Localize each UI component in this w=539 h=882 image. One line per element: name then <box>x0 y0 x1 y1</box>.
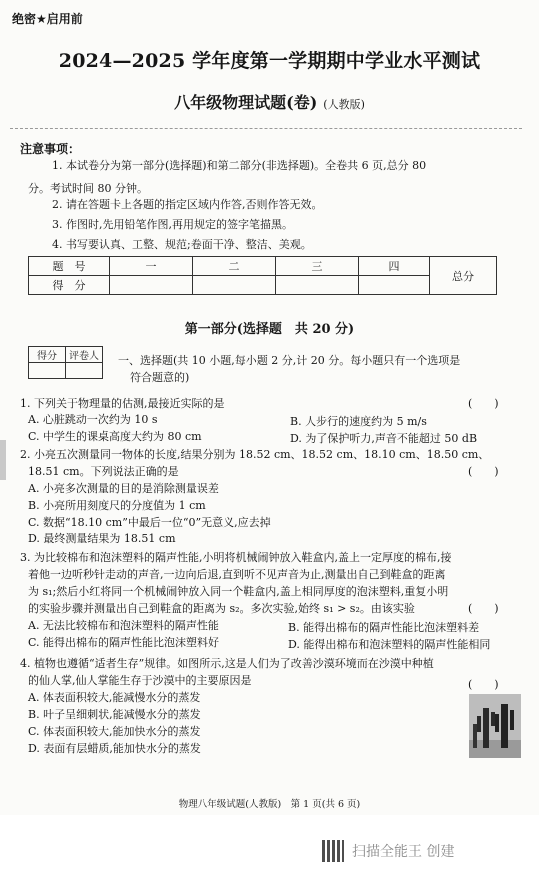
grader-score-label: 得分 <box>29 347 66 363</box>
option-c: C. 能得出棉布的隔声性能比泡沫塑料好 <box>28 636 220 649</box>
score-header-cell: 二 <box>193 257 276 276</box>
cactus-icon <box>469 694 521 758</box>
question-stem: 的实验步骤并测量出自己到鞋盒的距离为 s₂。多次实验,始终 s₁ > s₂。由该实验 <box>28 602 415 615</box>
notes-heading: 注意事项： <box>20 142 81 156</box>
grader-score-cell[interactable] <box>29 363 66 379</box>
score-cell[interactable] <box>359 276 430 295</box>
exam-subtitle <box>0 90 539 113</box>
option-c: C. 数据“18.10 cm”中最后一位“0”无意义,应去掉 <box>28 516 271 529</box>
option-b: B. 能得出棉布的隔声性能比泡沫塑料差 <box>288 621 480 634</box>
option-b: B. 叶子呈细刺状,能减慢水分的蒸发 <box>28 708 201 721</box>
option-d: D. 表面有层蜡质,能加快水分的蒸发 <box>28 742 201 755</box>
option-d: D. 最终测量结果为 18.51 cm <box>28 532 176 545</box>
score-header-cell: 三 <box>276 257 359 276</box>
edition-label: (人教版) <box>323 98 365 111</box>
answer-paren[interactable]: ( ) <box>468 465 499 478</box>
binding-edge <box>0 440 6 480</box>
question-stem: 着他一边听秒针走动的声音,一边向后退,直到听不见声音为止,测量出自己到鞋盒的距离 <box>28 568 446 581</box>
question-stem: 2. 小亮五次测量同一物体的长度,结果分别为 18.52 cm、18.52 cm、18.10 cm、18.50 cm、 <box>20 448 490 461</box>
note-item: 3. 作图时,先用铅笔作图,再用规定的签字笔描黑。 <box>52 218 293 231</box>
total-score-cell: 总分 <box>430 257 497 295</box>
option-c: C. 中学生的课桌高度大约为 80 cm <box>28 430 202 443</box>
answer-paren[interactable]: ( ) <box>468 397 499 410</box>
cactus-photo <box>469 694 521 758</box>
option-d: D. 为了保护听力,声音不能超过 50 dB <box>290 432 478 445</box>
question-stem: 3. 为比较棉布和泡沫塑料的隔声性能,小明将机械闹钟放入鞋盒内,盖上一定厚度的棉布,接 <box>20 551 452 564</box>
note-item: 1. 本试卷分为第一部分(选择题)和第二部分(非选择题)。全卷共 6 页,总分 80 <box>52 159 427 172</box>
section-instruction: 一、选择题(共 10 小题,每小题 2 分,计 20 分。每小题只有一个选项是 <box>118 354 461 367</box>
option-a: A. 无法比较棉布和泡沫塑料的隔声性能 <box>28 619 219 632</box>
grader-box <box>28 346 103 379</box>
answer-paren[interactable]: ( ) <box>468 678 499 691</box>
page-footer: 物理八年级试题(人教版) 第 1 页(共 6 页) <box>178 799 361 810</box>
question-stem: 18.51 cm。下列说法正确的是 <box>28 465 179 478</box>
part1-heading: 第一部分(选择题 共 20 分) <box>184 322 355 337</box>
score-row-label: 得 分 <box>29 276 110 295</box>
score-header-cell: 一 <box>110 257 193 276</box>
option-a: A. 小亮多次测量的目的是消除测量误差 <box>28 482 219 495</box>
section-instruction: 符合题意的) <box>130 371 190 384</box>
score-cell[interactable] <box>193 276 276 295</box>
score-cell[interactable] <box>276 276 359 295</box>
grader-name-label: 评卷人 <box>66 347 103 363</box>
watermark-text: 扫描全能王 创建 <box>352 844 455 860</box>
score-table <box>28 256 497 295</box>
option-b: B. 人步行的速度约为 5 m/s <box>290 415 427 428</box>
qr-code-icon <box>322 840 344 862</box>
scanner-watermark <box>322 840 454 862</box>
note-item: 分。考试时间 80 分钟。 <box>28 182 148 195</box>
confidential-mark: 绝密★启用前 <box>12 12 83 26</box>
option-b: B. 小亮所用刻度尺的分度值为 1 cm <box>28 499 206 512</box>
question-stem: 的仙人掌,仙人掌能生存于沙漠中的主要原因是 <box>28 674 252 687</box>
grader-name-cell[interactable] <box>66 363 103 379</box>
subtitle-text: 八年级物理试题(卷) <box>174 93 318 112</box>
note-item: 2. 请在答题卡上各题的指定区域内作答,否则作答无效。 <box>52 198 323 211</box>
note-item: 4. 书写要认真、工整、规范;卷面干净、整洁、美观。 <box>52 238 312 251</box>
score-header-cell: 题 号 <box>29 257 110 276</box>
score-cell[interactable] <box>110 276 193 295</box>
divider <box>10 128 522 129</box>
answer-paren[interactable]: ( ) <box>468 602 499 615</box>
option-a: A. 心脏跳动一次约为 10 s <box>28 413 158 426</box>
option-a: A. 体表面积较大,能减慢水分的蒸发 <box>28 691 201 704</box>
question-stem: 为 s₁;然后小红将同一个机械闹钟放入同一个鞋盒内,盖上相同厚度的泡沫塑料,重复小明 <box>28 585 449 598</box>
question-stem: 1. 下列关于物理量的估测,最接近实际的是 <box>20 397 225 410</box>
option-c: C. 体表面积较大,能加快水分的蒸发 <box>28 725 201 738</box>
score-header-cell: 四 <box>359 257 430 276</box>
exam-title: 2024—2025 学年度第一学期期中学业水平测试 <box>58 50 481 72</box>
option-d: D. 能得出棉布和泡沫塑料的隔声性能相同 <box>288 638 491 651</box>
question-stem: 4. 植物也遵循“适者生存”规律。如图所示,这是人们为了改善沙漠环境而在沙漠中种植 <box>20 657 434 670</box>
